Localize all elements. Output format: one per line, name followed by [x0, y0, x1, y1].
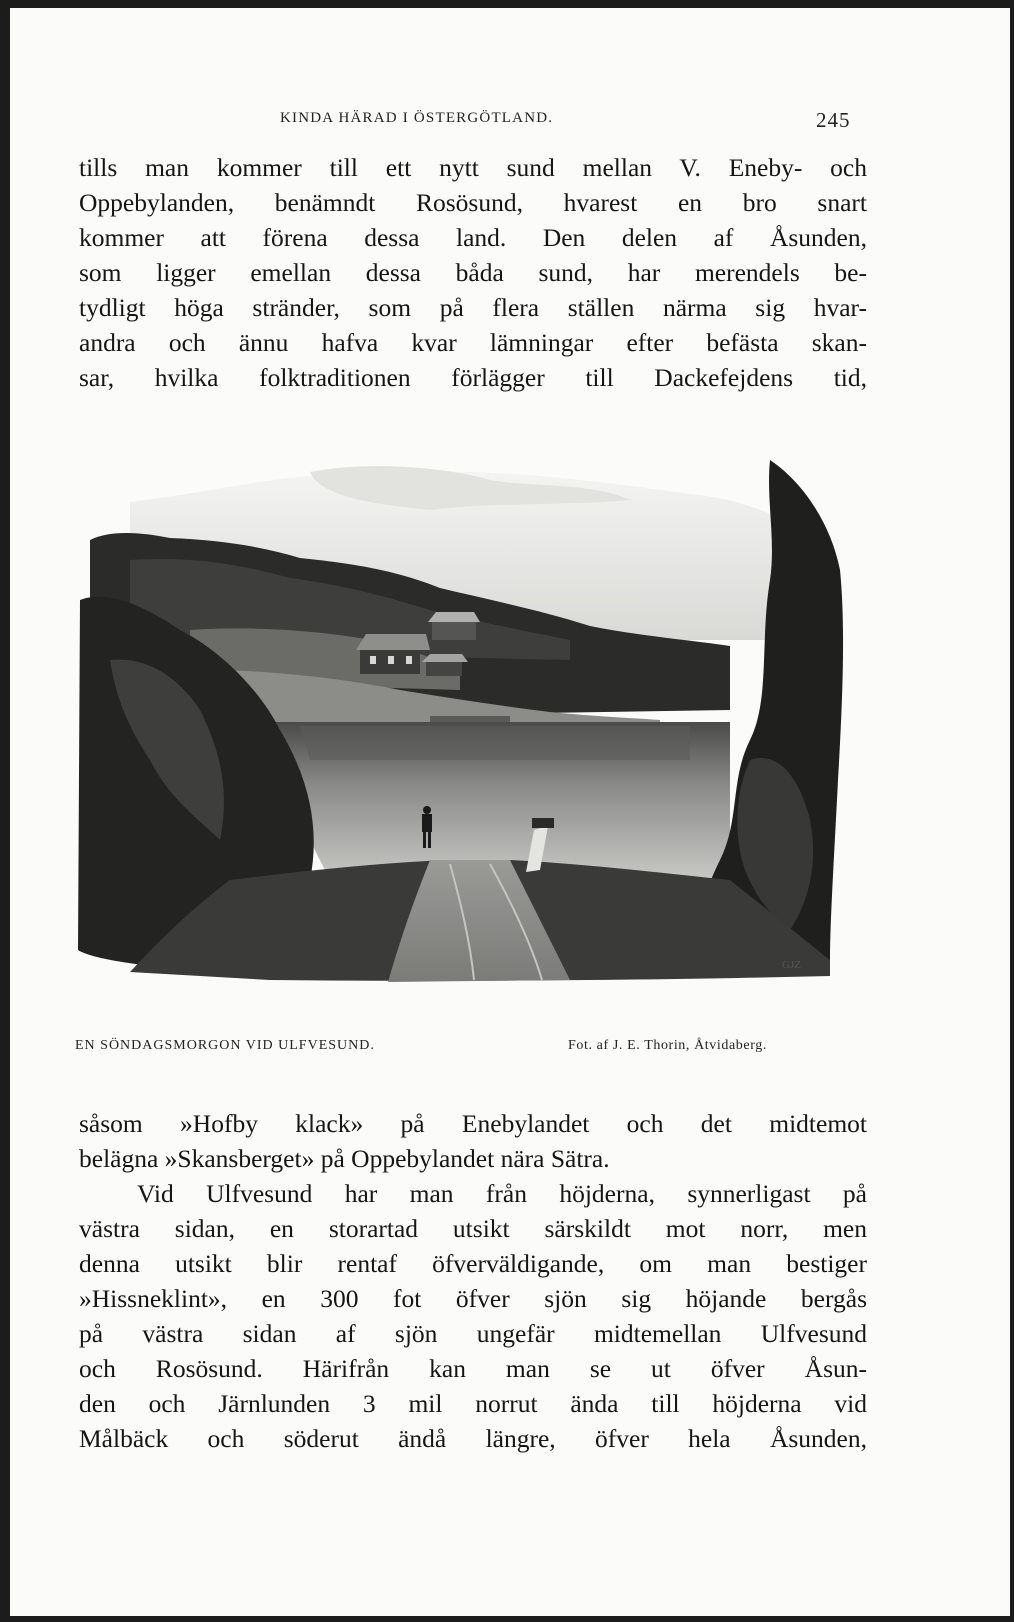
- text-line: denna utsikt blir rentaf öfverväldigande, om man bestiger: [79, 1249, 867, 1278]
- text-line: Vid Ulfvesund har man från höjderna, synnerligast på: [137, 1179, 867, 1208]
- text-line: tills man kommer till ett nytt sund mellan V. Eneby- och: [79, 153, 867, 182]
- farmhouse: [356, 634, 430, 674]
- page-header: [10, 110, 1010, 134]
- text-line: som ligger emellan dessa båda sund, har merendels be-: [79, 258, 867, 287]
- text-line: den och Järnlunden 3 mil norrut ända till höjderna vid: [79, 1389, 867, 1418]
- book-page: [10, 8, 1010, 1616]
- water-reflection: [300, 726, 690, 760]
- text-line: och Rosösund. Härifrån kan man se ut öfver Åsun-: [79, 1354, 867, 1383]
- text-line: Målbäck och söderut ändå längre, öfver hela Åsunden,: [79, 1424, 867, 1453]
- text-line: på västra sidan af sjön ungefär midtemellan Ulfvesund: [79, 1319, 867, 1348]
- text-line: »Hissneklint», en 300 fot öfver sjön sig höjande bergås: [79, 1284, 867, 1313]
- text-line: tydligt höga stränder, som på flera ställen närma sig hvar-: [79, 293, 867, 322]
- page-number: 245: [816, 108, 851, 132]
- paragraph-top: [79, 150, 867, 395]
- text-line: belägna »Skansberget» på Oppebylandet nära Sätra.: [79, 1144, 610, 1173]
- figure-photograph: [70, 460, 870, 1010]
- text-line: andra och ännu hafva kvar lämningar efter befästa skan-: [79, 328, 867, 357]
- engraver-mark: GJZ: [782, 959, 801, 971]
- figure-caption: EN SÖNDAGSMORGON VID ULFVESUND.: [75, 1038, 375, 1053]
- text-line: kommer att förena dessa land. Den delen af Åsunden,: [79, 223, 867, 252]
- lake-photograph: [70, 460, 870, 1010]
- text-line: västra sidan, en storartad utsikt särskildt mot norr, men: [79, 1214, 867, 1243]
- running-head: KINDA HÄRAD I ÖSTERGÖTLAND.: [280, 110, 554, 126]
- text-line: såsom »Hofby klack» på Enebylandet och det midtemot: [79, 1109, 867, 1138]
- photo-credit: Fot. af J. E. Thorin, Åtvidaberg.: [568, 1038, 767, 1053]
- paragraph-bottom: [79, 1106, 867, 1456]
- post: [532, 818, 554, 828]
- text-line: Oppebylanden, benämndt Rosösund, hvarest en bro snart: [79, 188, 867, 217]
- text-line: sar, hvilka folktraditionen förlägger till Dackefejdens tid,: [79, 363, 867, 392]
